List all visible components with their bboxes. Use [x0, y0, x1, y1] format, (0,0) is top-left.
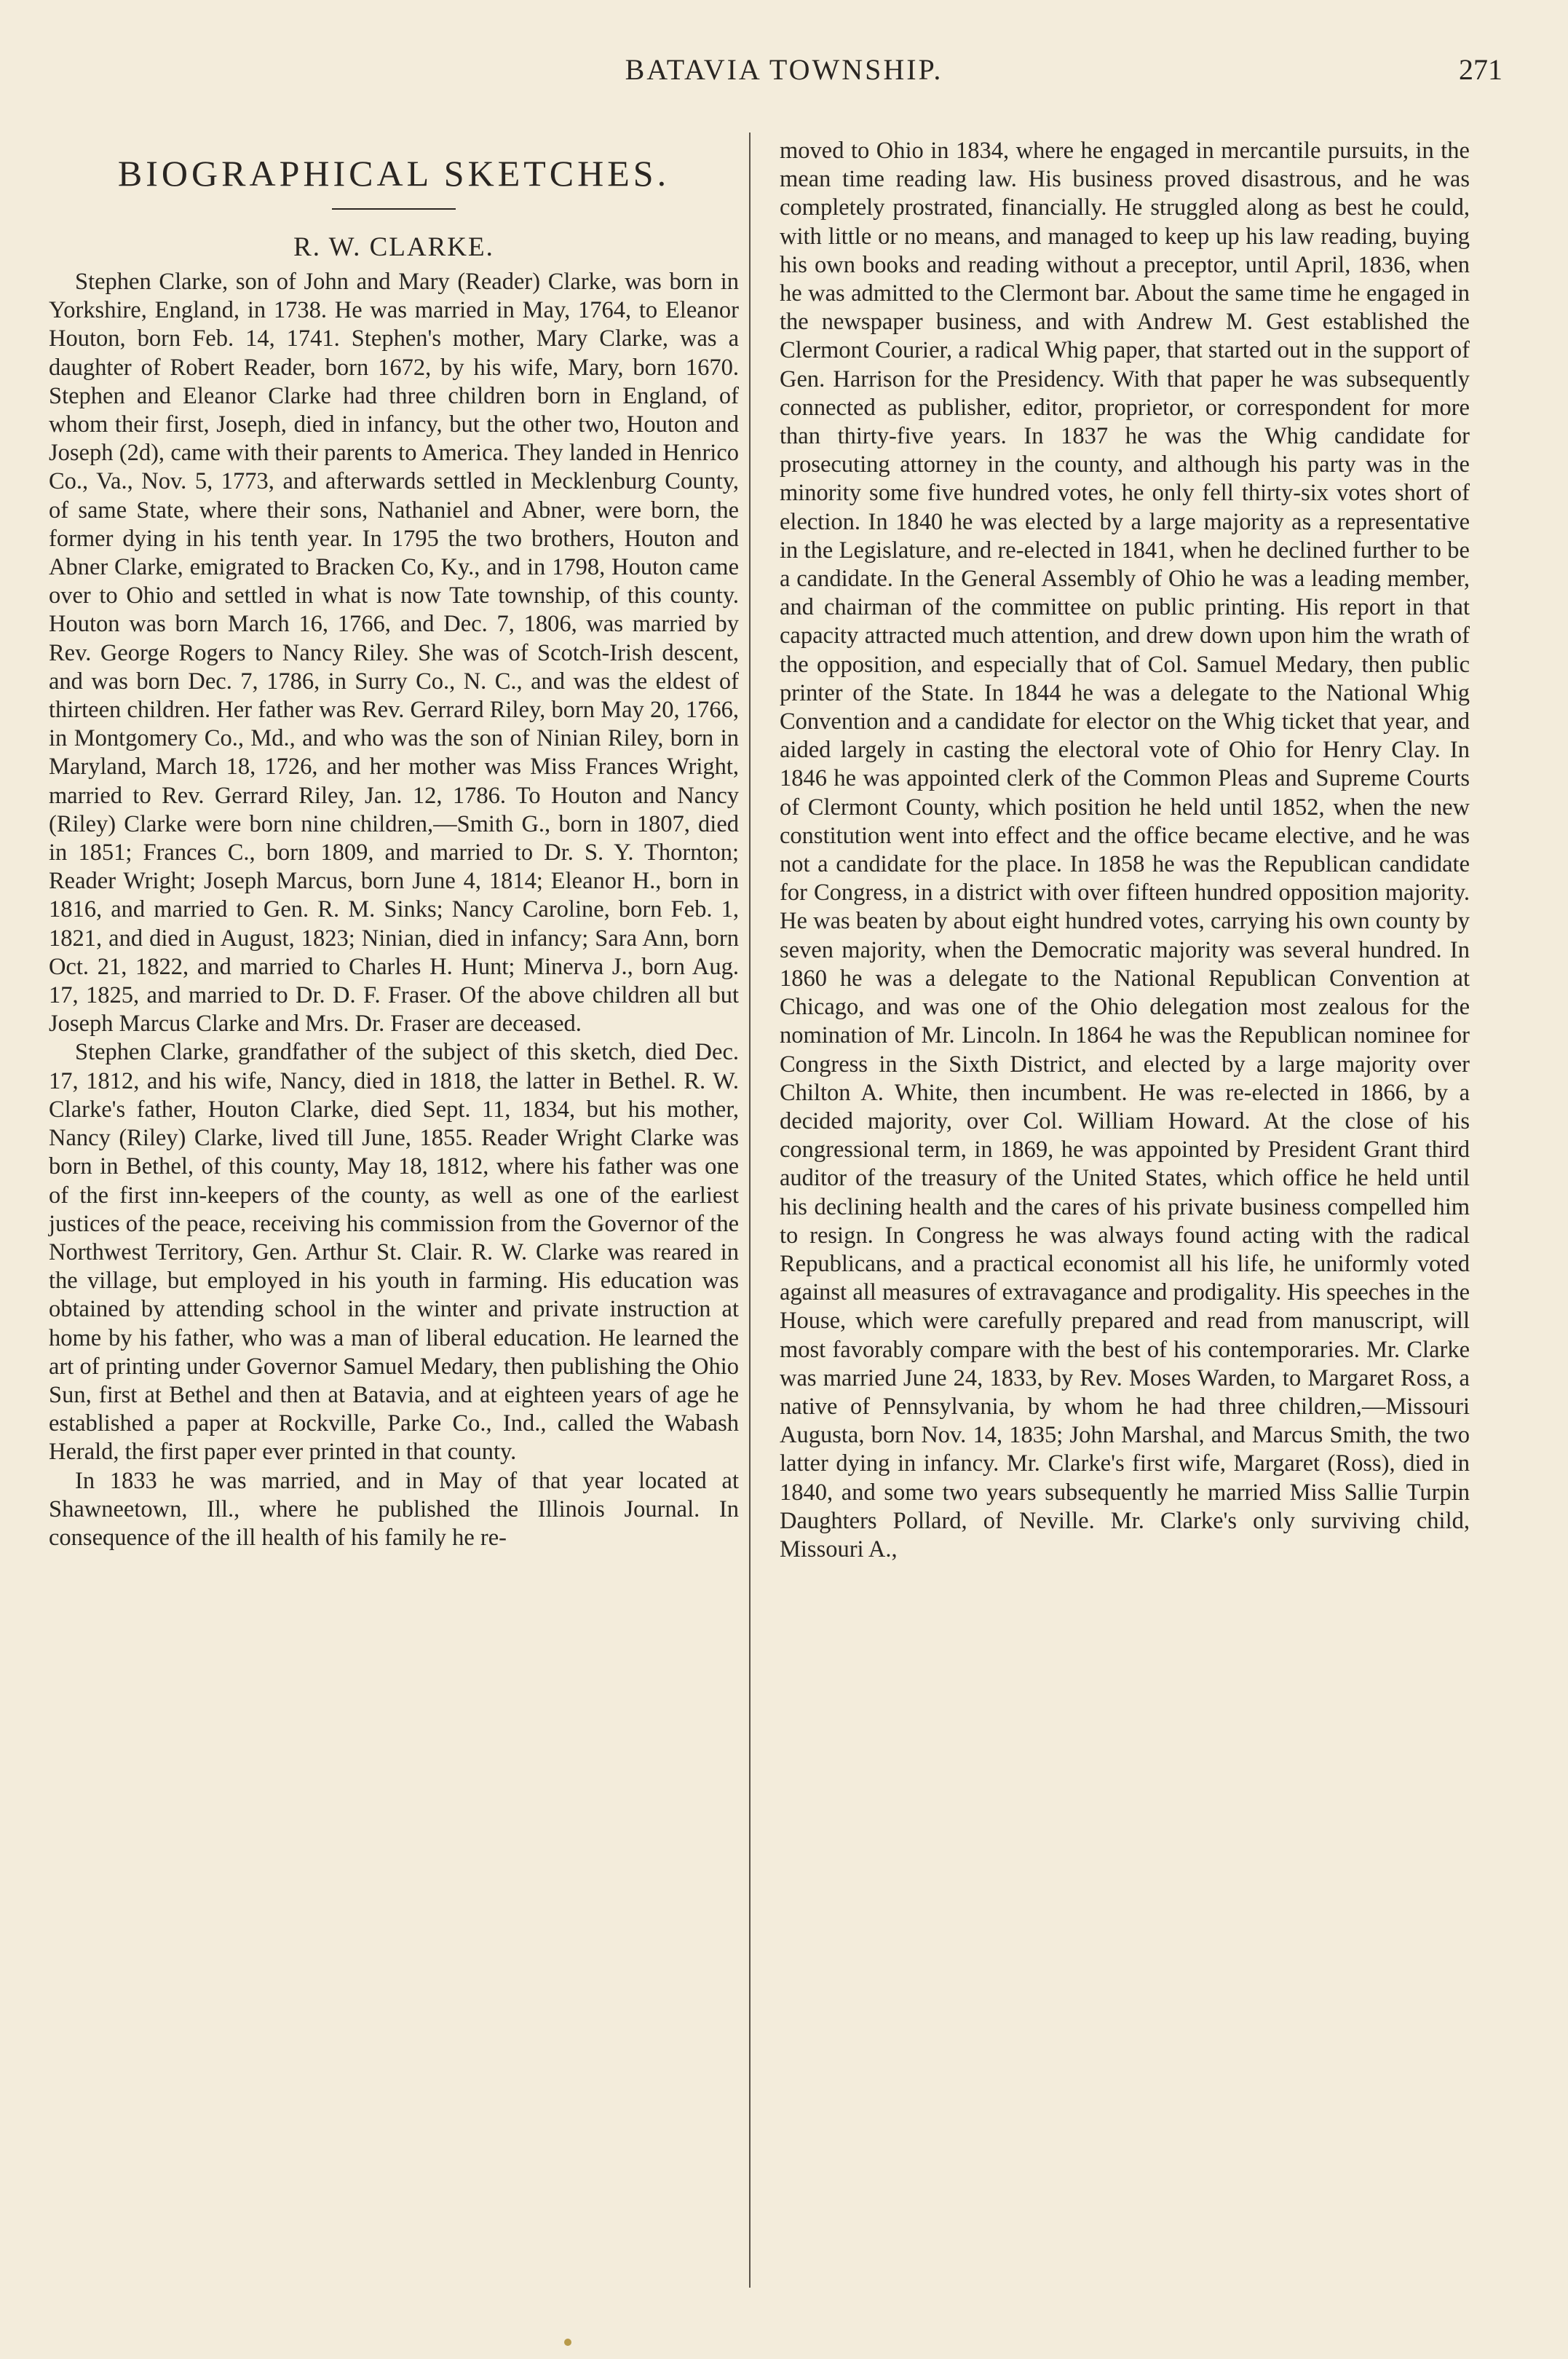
running-title: BATAVIA TOWNSHIP. — [625, 53, 943, 86]
right-column — [780, 137, 1470, 1564]
left-column — [49, 151, 739, 1552]
page-number: 271 — [1459, 53, 1502, 86]
subject-heading: R. W. CLARKE. — [293, 232, 494, 262]
heading-rule — [332, 208, 456, 210]
column-divider — [749, 133, 751, 2288]
running-head — [0, 52, 1568, 96]
ink-spot — [564, 2339, 571, 2346]
paragraph: Stephen Clarke, grandfather of the subject of this sketch, died Dec. 17, 1812, and his wife, Nancy, died in 1818, the latter in Bethel. R. W. Clarke's father, Houton Clarke, died Sept. 11, 1834, but his mother, Nancy (Riley) Clarke, lived till June, 1855. Reader Wright Clarke was born in Bethel, of this county, May 18, 1812, where his father was one of the first inn-keepers of the county, as well as one of the earliest justices of the peace, receiving his commission from the Governor of the Northwest Territory, Gen. Arthur St. Clair. R. W. Clarke was reared in the village, but employed in his youth in farming. His education was obtained by attending school in the winter and private instruction at home by his father, who was a man of liberal education. He learned the art of printing under Governor Samuel Medary, then publishing the Ohio Sun, first at Bethel and then at Batavia, and at eighteen years of age he established a paper at Rockville, Parke Co., Ind., called the Wabash Herald, the first paper ever printed in that county. — [49, 1039, 739, 1466]
section-heading: BIOGRAPHICAL SKETCHES. — [117, 153, 670, 194]
paragraph: moved to Ohio in 1834, where he engaged in mercantile pursuits, in the mean time reading law. His business proved disastrous, and he was completely prostrated, financially. He struggled along as best he could, with little or no means, and managed to keep up his law reading, buying his own books and reading without a preceptor, until April, 1836, when he was admitted to the Clermont bar. About the same time he engaged in the newspaper business, and with Andrew M. Gest established the Clermont Courier, a radical Whig paper, that started out in the support of Gen. Harrison for the Presidency. With that paper he was subsequently connected as publisher, editor, proprietor, or correspondent for more than thirty-five years. In 1837 he was the Whig candidate for prosecuting attorney in the county, and although his party was in the minority some five hundred votes, he only fell thirty-six votes short of election. In 1840 he was elected by a large majority as a representative in the Legislature, and re-elected in 1841, when he declined further to be a candidate. In the General Assembly of Ohio he was a leading member, and chairman of the committee on public printing. His report in that capacity attracted much attention, and drew down upon him the wrath of the opposition, and especially that of Col. Samuel Medary, then public printer of the State. In 1844 he was a delegate to the National Whig Convention and a candidate for elector on the Whig ticket that year, and aided largely in casting the electoral vote of Ohio for Henry Clay. In 1846 he was appointed clerk of the Common Pleas and Supreme Courts of Clermont County, which position he held until 1852, when the new constitution went into effect and the office became elective, and he was not a candidate for the place. In 1858 he was the Republican candidate for Congress, in a district with over fifteen hundred opposition majority. He was beaten by about eight hundred votes, carrying his own county by seven majority, when the Democratic majority was several hundred. In 1860 he was a delegate to the National Republican Convention at Chicago, and was one of the Ohio delegation most zealous for the nomination of Mr. Lincoln. In 1864 he was the Republican nominee for Congress in the Sixth District, and elected by a large majority over Chilton A. White, then incumbent. He was re-elected in 1866, by a decided majority, over Col. William Howard. At the close of his congressional term, in 1869, he was appointed by President Grant third auditor of the treasury of the United States, which office he held until his declining health and the cares of his private business compelled him to resign. In Congress he was always found acting with the radical Republicans, and a practical economist all his life, he uniformly voted against all measures of extravagance and prodigality. His speeches in the House, which were carefully prepared and read from manuscript, will most favorably compare with the best of his contemporaries. Mr. Clarke was married June 24, 1833, by Rev. Moses Warden, to Margaret Ross, a native of Pennsylvania, by whom he had three children,—Missouri Augusta, born Nov. 14, 1835; John Marshal, and Marcus Smith, the two latter dying in infancy. Mr. Clarke's first wife, Margaret (Ross), died in 1840, and some two years subsequently he married Miss Sallie Turpin Daughters Pollard, of Neville. Mr. Clarke's only surviving child, Missouri A., — [780, 138, 1470, 1562]
paragraph: In 1833 he was married, and in May of that year located at Shawneetown, Ill., where he published the Illinois Journal. In consequence of the ill health of his family he re- — [49, 1467, 739, 1551]
paragraph: Stephen Clarke, son of John and Mary (Reader) Clarke, was born in Yorkshire, England, in 1738. He was married in May, 1764, to Eleanor Houton, born Feb. 14, 1741. Stephen's mother, Mary Clarke, was a daughter of Robert Reader, born 1672, by his wife, Mary, born 1670. Stephen and Eleanor Clarke had three children born in England, of whom their first, Joseph, died in infancy, but the other two, Houton and Joseph (2d), came with their parents to America. They landed in Henrico Co., Va., Nov. 5, 1773, and afterwards settled in Mecklenburg County, of same State, where their sons, Nathaniel and Abner, were born, the former dying in his tenth year. In 1795 the two brothers, Houton and Abner Clarke, emigrated to Bracken Co, Ky., and in 1798, Houton came over to Ohio and settled in what is now Tate township, of this county. Houton was born March 16, 1766, and Dec. 7, 1806, was married by Rev. George Rogers to Nancy Riley. She was of Scotch-Irish descent, and was born Dec. 7, 1786, in Surry Co., N. C., and was the eldest of thirteen children. Her father was Rev. Gerrard Riley, born May 20, 1766, in Montgomery Co., Md., and who was the son of Ninian Riley, born in Maryland, March 18, 1726, and her mother was Miss Frances Wright, married to Rev. Gerrard Riley, Jan. 12, 1786. To Houton and Nancy (Riley) Clarke were born nine children,—Smith G., born in 1807, died in 1851; Frances C., born 1809, and married to Dr. S. Y. Thornton; Reader Wright; Joseph Marcus, born June 4, 1814; Eleanor H., born in 1816, and married to Gen. R. M. Sinks; Nancy Caroline, born Feb. 1, 1821, and died in August, 1823; Ninian, died in infancy; Sara Ann, born Oct. 21, 1822, and married to Charles H. Hunt; Minerva J., born Aug. 17, 1825, and married to Dr. D. F. Fraser. Of the above children all but Joseph Marcus Clarke and Mrs. Dr. Fraser are deceased. — [49, 269, 739, 1038]
